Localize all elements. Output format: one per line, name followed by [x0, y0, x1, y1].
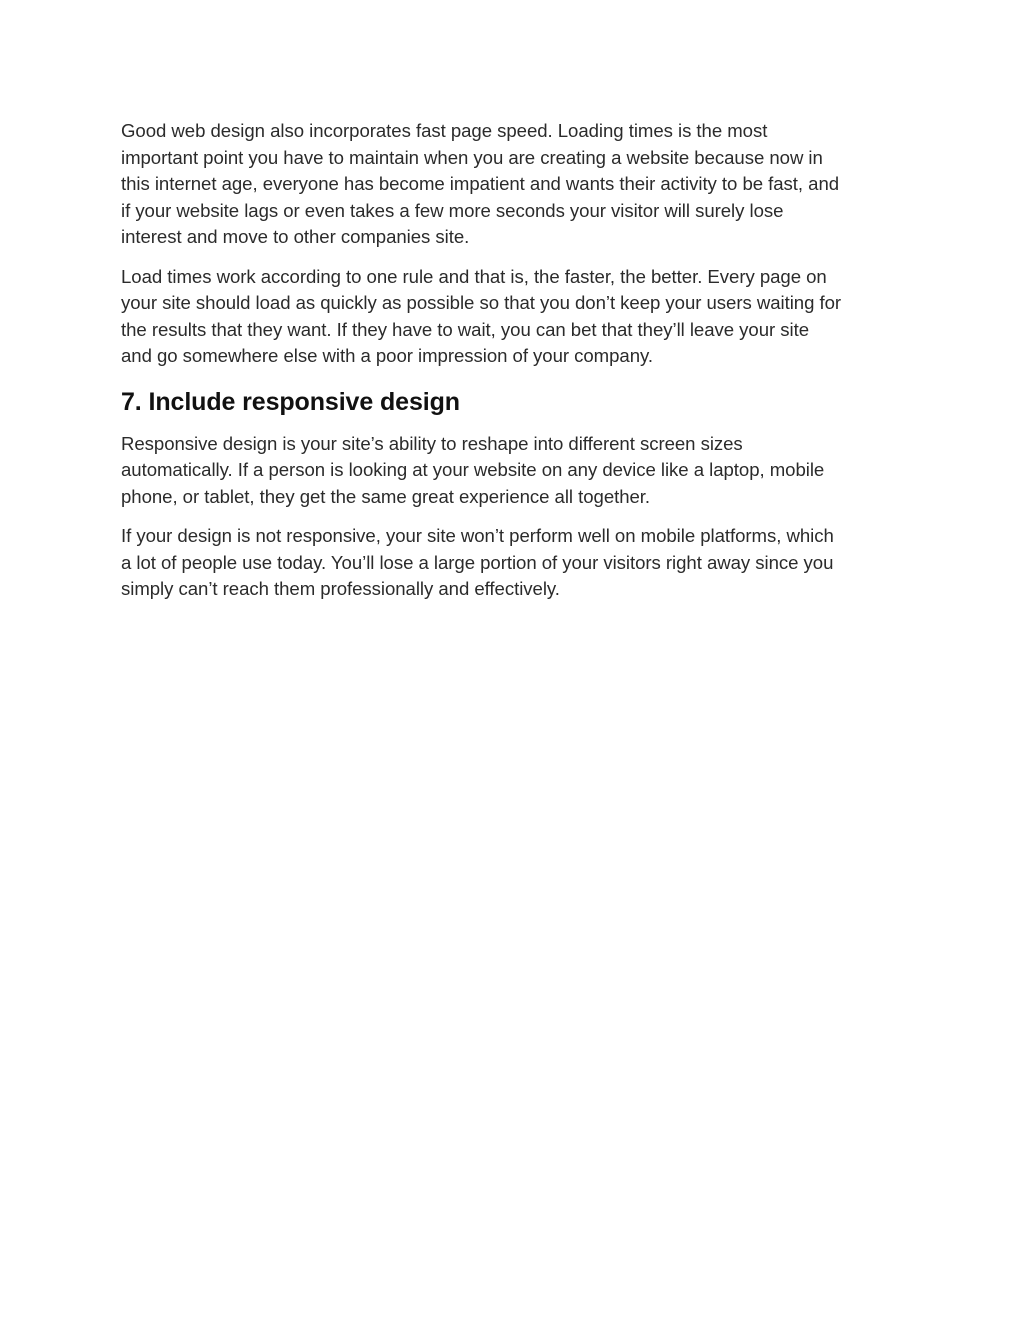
paragraph-line: If your design is not responsive, your site won’t perform well on mobile platforms, which	[121, 525, 834, 546]
document-page	[121, 118, 911, 603]
paragraph-line: Responsive design is your site’s ability to reshape into different screen sizes	[121, 432, 743, 454]
paragraph-line: important point you have to maintain when you are creating a website because now in	[121, 146, 823, 168]
paragraph-load-times	[121, 264, 911, 370]
paragraph-line: interest and move to other companies site.	[121, 226, 470, 247]
paragraph-line: a lot of people use today. You’ll lose a large portion of your visitors right away since you	[121, 551, 834, 573]
paragraph-spacer	[121, 510, 911, 523]
paragraph-line: the results that they want. If they have to wait, you can bet that they’ll leave your site	[121, 318, 809, 340]
paragraph-line: your site should load as quickly as possible so that you don’t keep your users waiting for	[121, 292, 842, 313]
paragraph-responsive-design	[121, 431, 911, 511]
paragraph-line: and go somewhere else with a poor impression of your company.	[121, 345, 653, 366]
paragraph-line: Load times work according to one rule and that is, the faster, the better. Every page on	[121, 265, 827, 287]
section-heading: 7. Include responsive design	[121, 387, 460, 416]
paragraph-line: automatically. If a person is looking at your website on any device like a laptop, mobile	[121, 459, 825, 480]
paragraph-line: this internet age, everyone has become impatient and wants their activity to be fast, and	[121, 173, 840, 194]
paragraph-page-speed	[121, 118, 911, 251]
paragraph-line: simply can’t reach them professionally and effectively.	[121, 578, 560, 599]
paragraph-line: phone, or tablet, they get the same great experience all together.	[121, 485, 651, 507]
paragraph-line: if your website lags or even takes a few more seconds your visitor will surely lose	[121, 199, 784, 221]
paragraph-spacer	[121, 251, 911, 264]
heading-spacer	[121, 417, 911, 431]
paragraph-not-responsive	[121, 523, 911, 603]
heading-spacer	[121, 370, 911, 387]
paragraph-line: Good web design also incorporates fast page speed. Loading times is the most	[121, 120, 768, 141]
